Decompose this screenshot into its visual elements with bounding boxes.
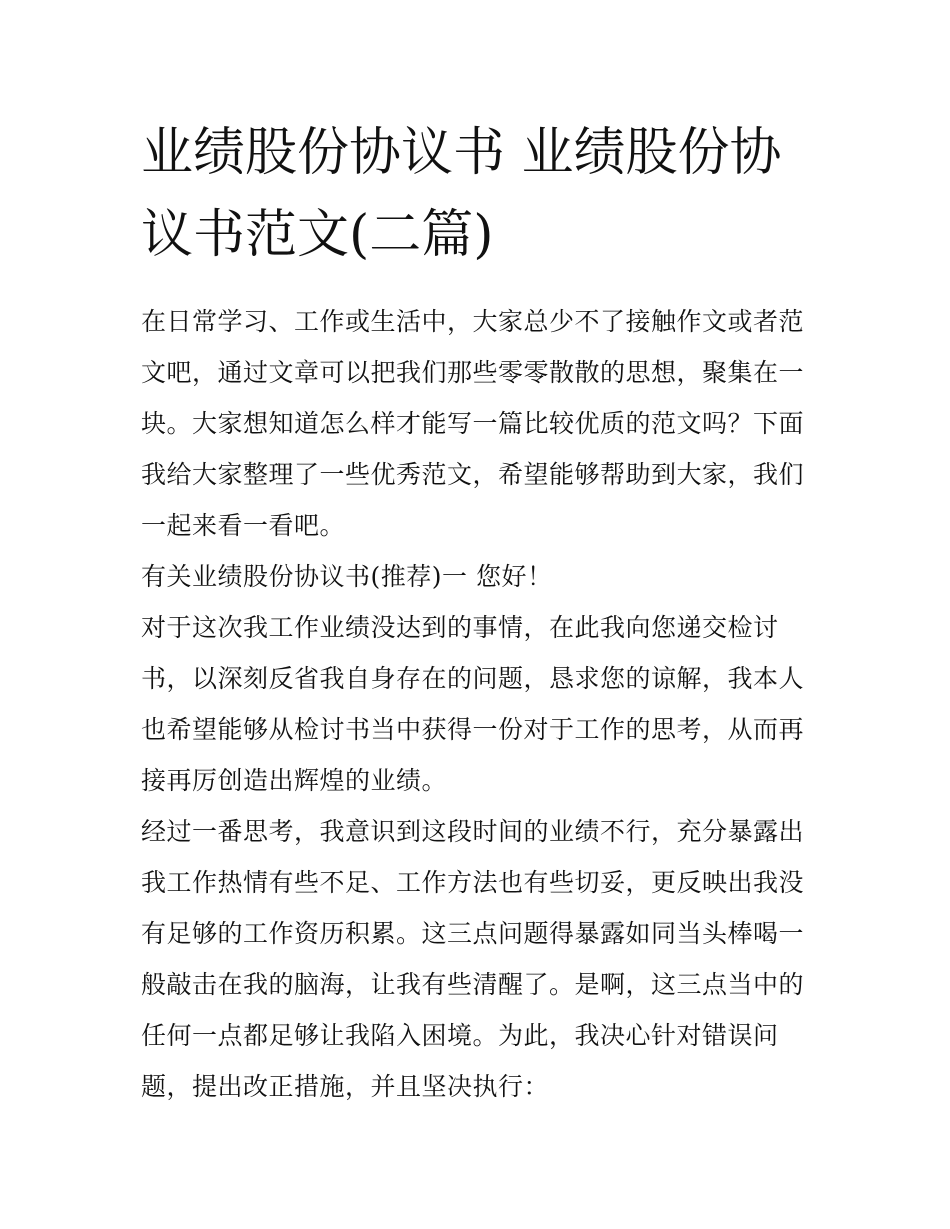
body-paragraph-1: 对于这次我工作业绩没达到的事情，在此我向您递交检讨书，以深刻反省我自身存在的问题，恳求您的谅解，我本人也希望能够从检讨书当中获得一份对于工作的思考，从而再接再厉创造出辉煌的业绩。 <box>141 613 805 795</box>
body-paragraph-2: 经过一番思考，我意识到这段时间的业绩不行，充分暴露出我工作热情有些不足、工作方法也有些切妥，更反映出我没有足够的工作资历积累。这三点问题得暴露如同当头棒喝一般敲击在我的脑海，让我有些清醒了。是啊，这三点当中的任何一点都足够让我陷入困境。为此，我决心针对错误问题，提出改正措施，并且坚决执行： <box>141 817 805 1101</box>
section-heading-paragraph: 有关业绩股份协议书(推荐)一 您好！ <box>141 562 553 591</box>
document-title: 业绩股份协议书 业绩股份协议书范文(二篇) <box>141 123 782 265</box>
intro-paragraph: 在日常学习、工作或生活中，大家总少不了接触作文或者范文吧，通过文章可以把我们那些零零散散的思想，聚集在一块。大家想知道怎么样才能写一篇比较优质的范文吗？下面我给大家整理了一些优秀范文，希望能够帮助到大家，我们一起来看一看吧。 <box>141 307 805 540</box>
document-body <box>141 112 813 1112</box>
